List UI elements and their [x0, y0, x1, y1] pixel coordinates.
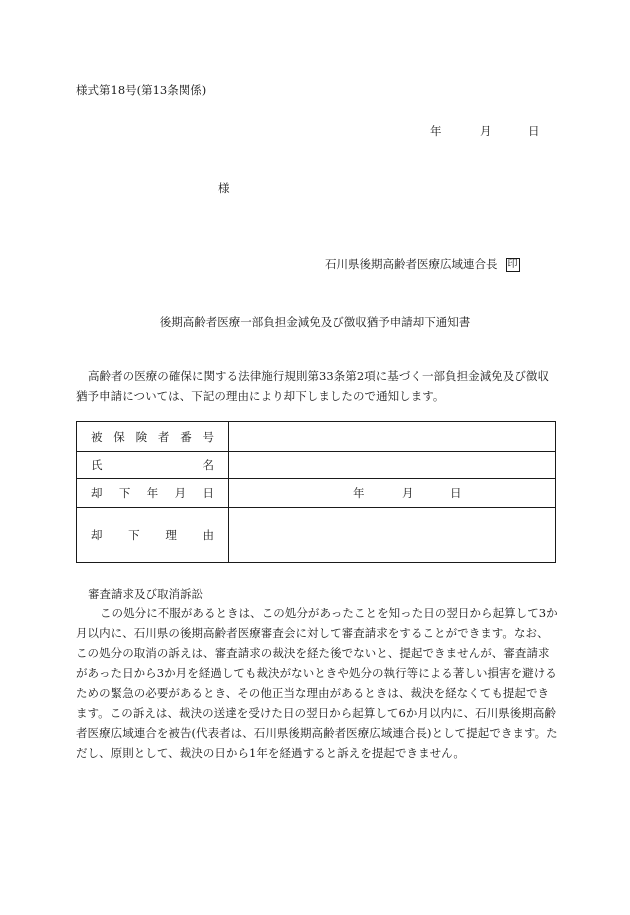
rejection-reason-label: [77, 508, 229, 563]
rejection-date-value: [229, 479, 556, 508]
table-row-rejection-date: [77, 479, 556, 508]
insured-number-label-text: [91, 429, 214, 445]
label-char: 下: [128, 528, 140, 542]
label-char: 号: [202, 429, 214, 444]
name-label: [77, 452, 229, 479]
label-char: 名: [202, 458, 214, 472]
label-char: 険: [135, 429, 148, 444]
label-char: 月: [174, 486, 187, 500]
insured-number-value: [229, 422, 556, 452]
label-char: 下: [118, 486, 131, 500]
table-row-insured-number: [77, 422, 556, 452]
rejection-reason-value: [229, 508, 556, 563]
info-table: [76, 421, 556, 563]
seal-mark: 印: [507, 259, 518, 270]
issue-date-day: 日: [528, 124, 540, 138]
rejection-date-day: 日: [450, 486, 462, 500]
rejection-date-label: [77, 479, 229, 508]
label-char: 年: [146, 486, 159, 500]
appeal-body: この処分に不服があるときは、この処分があったことを知った日の翌日から起算して3か月以内に、石川県の後期高齢者医療審査会に対して審査請求をすることができます。なお、この処分の取消の訴えは、審査請求の裁決を経た後でないと、提起できませんが、審査請求があった日から3か月を経過しても裁決がないときや処分の執行等による著しい損害を避けるための緊急の必要があるとき、その他正当な理由があるときは、裁決を経なくても提起できます。この訴えは、裁決の送達を受けた日の翌日から起算して6か月以内に、石川県後期高齢者医療広域連合を被告(代表者は、石川県後期高齢者医療広域連合長)として提起できます。ただし、原則として、裁決の日から1年を経過すると訴えを提起できません。: [76, 606, 558, 760]
label-char: 理: [165, 528, 177, 542]
label-char: 却: [91, 528, 103, 542]
issuer: [325, 256, 520, 272]
recipient-suffix: 様: [218, 181, 230, 195]
rejection-reason-label-text: [91, 527, 214, 543]
issuer-name: 石川県後期高齢者医療広域連合長: [325, 257, 498, 271]
label-char: 被: [91, 429, 103, 444]
issue-date-year: 年: [430, 124, 442, 138]
name-value: [229, 452, 556, 479]
label-char: 由: [202, 528, 214, 542]
intro-paragraph: 高齢者の医療の確保に関する法律施行規則第33条第2項に基づく一部負担金減免及び徴収猶予申請については、下記の理由により却下しましたので通知します。: [76, 369, 549, 403]
name-label-text: [91, 457, 214, 473]
label-char: 氏: [91, 458, 103, 472]
form-number: 様式第18号(第13条関係): [76, 83, 207, 97]
document-title: 後期高齢者医療一部負担金減免及び徴収猶予申請却下通知書: [159, 315, 471, 329]
rejection-date-label-text: [91, 485, 214, 501]
table-row-rejection-reason: [77, 508, 556, 563]
issue-date-month: 月: [480, 124, 492, 138]
label-char: 者: [157, 429, 170, 444]
table-row-name: [77, 452, 556, 479]
rejection-date-month: 月: [402, 486, 414, 500]
rejection-date-year: 年: [353, 486, 365, 500]
appeal-heading: 審査請求及び取消訴訟: [88, 587, 203, 601]
label-char: 日: [202, 486, 214, 500]
insured-number-label: [77, 422, 229, 452]
label-char: 番: [180, 429, 192, 444]
label-char: 却: [91, 486, 103, 500]
label-char: 保: [113, 429, 125, 444]
